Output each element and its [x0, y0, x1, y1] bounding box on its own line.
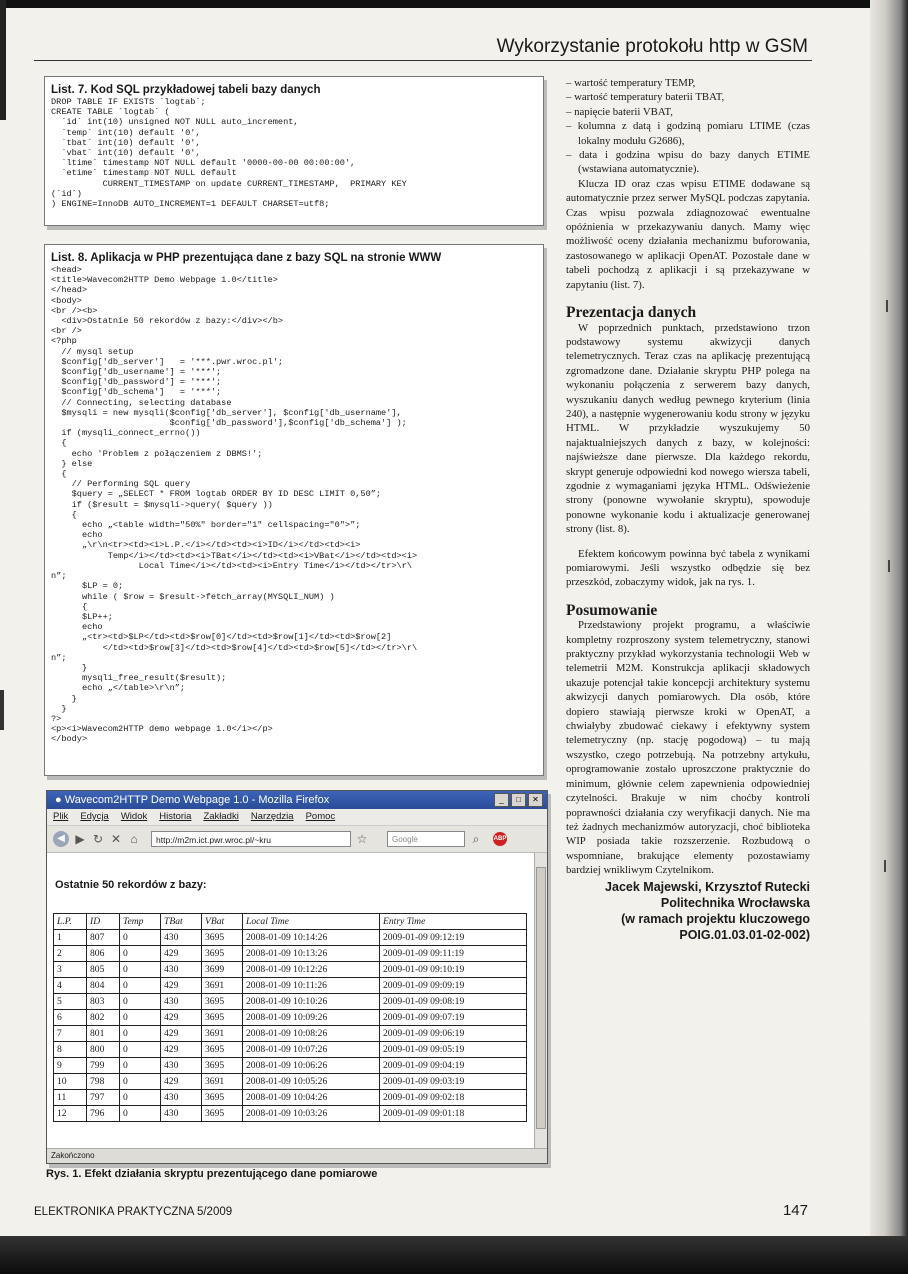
listing-8 [44, 244, 544, 776]
table-cell: 5 [54, 994, 87, 1010]
table-cell: 3691 [202, 1074, 243, 1090]
project-line: (w ramach projektu kluczowego [621, 911, 810, 926]
listing-7-title: List. 7. Kod SQL przykładowej tabeli bazy danych [51, 84, 321, 96]
table-cell: 3695 [202, 994, 243, 1010]
menu-item[interactable]: Plik [53, 811, 69, 822]
table-cell: 0 [120, 930, 161, 946]
close-button[interactable]: ✕ [528, 793, 543, 807]
table-cell: 0 [120, 1090, 161, 1106]
reload-icon[interactable]: ↻ [92, 832, 104, 846]
table-cell: 2008-01-09 10:12:26 [243, 962, 380, 978]
table-cell: 2008-01-09 10:05:26 [243, 1074, 380, 1090]
table-cell: 3691 [202, 1026, 243, 1042]
table-row [54, 1106, 527, 1122]
table-cell: 800 [87, 1042, 120, 1058]
table-header-cell: Temp [120, 914, 161, 930]
table-cell: 0 [120, 1058, 161, 1074]
table-cell: 0 [120, 1042, 161, 1058]
listing-7 [44, 76, 544, 226]
home-icon[interactable]: ⌂ [130, 832, 138, 846]
table-cell: 8 [54, 1042, 87, 1058]
table-cell: 2009-01-09 09:11:19 [380, 946, 527, 962]
table-header-cell: L.P. [54, 914, 87, 930]
table-cell: 11 [54, 1090, 87, 1106]
table-cell: 3695 [202, 946, 243, 962]
table-row [54, 1090, 527, 1106]
table-row [54, 962, 527, 978]
table-cell: 2008-01-09 10:14:26 [243, 930, 380, 946]
table-cell: 799 [87, 1058, 120, 1074]
table-header-cell: Local Time [243, 914, 380, 930]
table-cell: 802 [87, 1010, 120, 1026]
table-cell: 2008-01-09 10:08:26 [243, 1026, 380, 1042]
table-header-cell: VBat [202, 914, 243, 930]
table-row [54, 978, 527, 994]
table-cell: 805 [87, 962, 120, 978]
table-row [54, 946, 527, 962]
table-cell: 2009-01-09 09:08:19 [380, 994, 527, 1010]
table-cell: 0 [120, 1026, 161, 1042]
table-cell: 0 [120, 946, 161, 962]
table-header-cell: ID [87, 914, 120, 930]
table-cell: 429 [161, 978, 202, 994]
table-cell: 6 [54, 1010, 87, 1026]
header-rule [34, 60, 812, 61]
table-row [54, 1026, 527, 1042]
table-cell: 429 [161, 1010, 202, 1026]
table-cell: 798 [87, 1074, 120, 1090]
table-cell: 3695 [202, 1010, 243, 1026]
menu-item[interactable]: Pomoc [305, 811, 336, 822]
table-cell: 796 [87, 1106, 120, 1122]
running-head: Wykorzystanie protokołu http w GSM [496, 36, 808, 57]
page-number: 147 [782, 1202, 808, 1219]
table-cell: 797 [87, 1090, 120, 1106]
table-cell: 429 [161, 1074, 202, 1090]
paragraph-prezentacja-1: W poprzednich punktach, przedstawiono trzon podstawowy systemu akwizycji danych telemetrycznych. Teraz czas na aplikację prezentującą zgromadzone dane. Działanie skryptu PHP polega na wykonaniu połączenia z serwerem bazy danych, wyszukaniu danych według pewnego kryterium (linia 240), a następnie wygenerowaniu kodu strony w języku HTML. W przykładzie wyszukujemy 50 najaktualniejszych danych z bazy, w kolejności: najświeższe dane pierwsze. Dla każdego rekordu, skrypt generuje odpowiedni kod nowego wiersza tabeli, zgodnie z wymaganiami języka HTML. Odświeżenie strony (ponowne wywołanie skryptu), spowoduje ponowne wykonanie kodu i aktualizacje generowanej strony (list. 8). [566, 321, 810, 536]
paragraph-prezentacja-2: Efektem końcowym powinna być tabela z wynikami pomiarowymi. Jeśli wszystko odbędzie się bez przeszkód, zobaczymy widok, jak na rys. 1. [566, 547, 810, 589]
table-row [54, 1010, 527, 1026]
bullet-item: – napięcie baterii VBAT, [566, 105, 673, 118]
paragraph-id: Klucza ID oraz czas wpisu ETIME dodawane są automatycznie przez serwer MySQL podczas zapytania. Czas wpisu pozwala zdiagnozować ewentualne opóźnienia w przekazywaniu danych. Mamy więc możliwość oceny działania mechanizmu buforowania, zastosowanego w aplikacji OpenAT. Pozostałe dane w tabeli pochodzą z aplikacji i są przekazywane w zapytaniu (list. 7). [566, 177, 810, 291]
browser-titlebar [47, 791, 547, 809]
table-cell: 803 [87, 994, 120, 1010]
table-cell: 429 [161, 946, 202, 962]
listing-8-code: <head> <title>Wavecom2HTTP Demo Webpage 1.0</title> </head> <body> <br /><b> <div>Ostatnie 50 rekordów z bazy:</div></b> <br /> <?php // mysql setup $config['db_server'] = '***.pwr.wroc.pl'; $config['db_username'] = '***'; $config['db_password'] = '***'; $config['db_schema'] = '***'; // Connecting, selecting database $mysqli = new mysqli($config['db_server'], $config['db_username'], $config['db_password'],$config['db_schema'] ); if (mysqli_connect_errno()) { echo 'Problem z połączeniem z DBMS!'; } else { // Performing SQL query $query = „SELECT * FROM logtab ORDER BY ID DESC LIMIT 0,50”; if ($result = $mysqli->query( $query )) { echo „<table width="50%" border="1" cellspacing="0">”; echo „\r\n<tr><td><i>L.P.</i></td><td><i>ID</i></td><td><i> Temp</i></td><td><i>TBat</i></td><td><i>VBat</i></td><td><i> Local Time</i></td><td><i>Entry Time</i></td></tr>\r\ n”; $LP = 0; while ( $row = $result->fetch_array(MYSQLI_NUM) ) { $LP++; echo „<tr><td>$LP</td><td>$row[0]</td><td>$row[1]</td><td>$row[2] </td><td>$row[3]</td><td>$row[4]</td><td>$row[5]</td></tr>\r\ n”; } mysqli_free_result($result); echo „</table>\r\n”; } } ?> <p><i>Wavecom2HTTP demo webpage 1.0</i></p> </body> [51, 265, 418, 745]
scan-bottom-edge [0, 1236, 908, 1274]
bullet-item: – data i godzina wpisu do bazy danych ETIME (wstawiana automatycznie). [566, 149, 810, 176]
table-cell: 7 [54, 1026, 87, 1042]
table-cell: 0 [120, 978, 161, 994]
table-row [54, 1042, 527, 1058]
table-cell: 3691 [202, 978, 243, 994]
institution: Politechnika Wrocławska [660, 895, 810, 910]
table-cell: 10 [54, 1074, 87, 1090]
table-header-cell: Entry Time [380, 914, 527, 930]
table-cell: 1 [54, 930, 87, 946]
figure-caption: Rys. 1. Efekt działania skryptu prezentującego dane pomiarowe [46, 1168, 378, 1180]
listing-7-code: DROP TABLE IF EXISTS `logtab`; CREATE TABLE `logtab` ( `id` int(10) unsigned NOT NULL auto_increment, `temp` int(10) default '0', `tbat` int(10) default '0', `vbat` int(10) default '0', `ltime` timestamp NOT NULL default '0000-00-00 00:00:00', `etime` timestamp NOT NULL default CURRENT_TIMESTAMP on update CURRENT_TIMESTAMP, PRIMARY KEY (`id`) ) ENGINE=InnoDB AUTO_INCREMENT=1 DEFAULT CHARSET=utf8; [51, 97, 407, 210]
menu-item[interactable]: Zakładki [203, 811, 239, 822]
table-cell: 2009-01-09 09:01:18 [380, 1106, 527, 1122]
table-cell: 9 [54, 1058, 87, 1074]
menu-item[interactable]: Edycja [80, 811, 109, 822]
table-cell: 430 [161, 1090, 202, 1106]
menu-item[interactable]: Historia [159, 811, 192, 822]
data-table [53, 913, 527, 1122]
table-cell: 429 [161, 1042, 202, 1058]
bullet-item: – kolumna z datą i godziną pomiaru LTIME (czas lokalny modułu G2686), [566, 120, 810, 147]
maximize-button[interactable]: □ [511, 793, 526, 807]
table-cell: 3 [54, 962, 87, 978]
table-row [54, 994, 527, 1010]
table-row [54, 1058, 527, 1074]
table-cell: 0 [120, 1074, 161, 1090]
paragraph-posumowanie: Przedstawiony projekt programu, a właściwie kompletny rozproszony system telemetryczny, stanowi praktyczny przykład wykorzystania technologii Web w telemetrii M2M. Konstrukcja aplikacji składowych ukazuje potencjał takie koncepcji architektury systemu akwizycji danych pomiarowych. Dla osób, które dopiero stawiają pierwsze kroki w OpenAT, a chwiałyby zbudować ciekawy i efektywny system telemetryczny (np. stację pogodową) – tu mają wszystko, czego potrzebują. Na potrzebny artykułu, oprogramowanie zostało uproszczone praktycznie do minimum, głównie celem zapewnienia odpowiedniej czytelności. Brakuje w nim choćby kontroli poprawności działania czy weryfikacji danych. Nie ma też żadnych mechanizmów autoryzacji, choć biblioteka WIP posiada takie rozszerzenie. Rozbudową o wspomniane, brakujące elementy pozostawiamy bardziej wnikliwym Czytelnikom. [566, 619, 810, 877]
listing-8-title: List. 8. Aplikacja w PHP prezentująca dane z bazy SQL na stronie WWW [51, 252, 442, 264]
scan-left-edge [0, 0, 6, 120]
firefox-icon: ● [55, 794, 62, 806]
page-content [47, 853, 535, 1149]
journal-footer: ELEKTRONIKA PRAKTYCZNA 5/2009 [34, 1206, 233, 1218]
table-cell: 430 [161, 1106, 202, 1122]
bullet-list [566, 76, 810, 177]
table-cell: 2009-01-09 09:03:19 [380, 1074, 527, 1090]
table-cell: 804 [87, 978, 120, 994]
forward-arrow-icon[interactable]: ▶ [75, 832, 85, 846]
scan-left-edge-mark [0, 690, 4, 730]
table-cell: 2009-01-09 09:07:19 [380, 1010, 527, 1026]
table-cell: 429 [161, 1026, 202, 1042]
bullet-item: – wartość temperatury baterii TBAT, [566, 91, 725, 104]
table-body [54, 930, 527, 1122]
table-cell: 430 [161, 930, 202, 946]
table-cell: 2009-01-09 09:04:19 [380, 1058, 527, 1074]
table-cell: 2008-01-09 10:03:26 [243, 1106, 380, 1122]
status-bar [47, 1148, 547, 1163]
table-cell: 3695 [202, 1042, 243, 1058]
back-arrow-icon[interactable]: ◀ [53, 831, 69, 847]
scan-top-edge [0, 0, 908, 8]
table-cell: 4 [54, 978, 87, 994]
table-cell: 2009-01-09 09:09:19 [380, 978, 527, 994]
browser-menubar [47, 809, 547, 826]
table-cell: 2008-01-09 10:13:26 [243, 946, 380, 962]
project-code: POIG.01.03.01-02-002) [679, 927, 810, 942]
heading-posumowanie: Posumowanie [566, 601, 658, 619]
table-header-cell: TBat [161, 914, 202, 930]
binding-spine [870, 0, 908, 1274]
table-cell: 2009-01-09 09:05:19 [380, 1042, 527, 1058]
heading-prezentacja: Prezentacja danych [566, 304, 697, 322]
bookmark-star-icon[interactable]: ☆ [356, 832, 368, 846]
adblock-icon[interactable]: ABP [493, 832, 507, 846]
table-cell: 2008-01-09 10:07:26 [243, 1042, 380, 1058]
status-text: Zakończono [51, 1151, 95, 1160]
table-cell: 0 [120, 1106, 161, 1122]
table-row [54, 1074, 527, 1090]
table-cell: 0 [120, 1010, 161, 1026]
table-cell: 3699 [202, 962, 243, 978]
table-cell: 2008-01-09 10:11:26 [243, 978, 380, 994]
table-cell: 2009-01-09 09:12:19 [380, 930, 527, 946]
table-cell: 3695 [202, 1090, 243, 1106]
spine-mark [884, 860, 886, 872]
search-input[interactable]: Google [387, 831, 465, 847]
spine-mark [888, 560, 890, 572]
table-cell: 2009-01-09 09:06:19 [380, 1026, 527, 1042]
table-cell: 430 [161, 994, 202, 1010]
table-cell: 2008-01-09 10:09:26 [243, 1010, 380, 1026]
table-cell: 430 [161, 1058, 202, 1074]
table-cell: 2 [54, 946, 87, 962]
table-row [54, 930, 527, 946]
minimize-button[interactable]: _ [494, 793, 509, 807]
table-cell: 2008-01-09 10:06:26 [243, 1058, 380, 1074]
right-column [566, 76, 810, 943]
table-cell: 2008-01-09 10:04:26 [243, 1090, 380, 1106]
menu-item[interactable]: Widok [120, 811, 148, 822]
table-cell: 2008-01-09 10:10:26 [243, 994, 380, 1010]
table-cell: 806 [87, 946, 120, 962]
table-cell: 12 [54, 1106, 87, 1122]
search-icon[interactable]: ⌕ [472, 831, 480, 846]
stop-icon[interactable]: ✕ [110, 832, 122, 846]
table-cell: 807 [87, 930, 120, 946]
page-heading: Ostatnie 50 rekordów z bazy: [55, 879, 207, 891]
table-cell: 3695 [202, 930, 243, 946]
table-cell: 801 [87, 1026, 120, 1042]
browser-screenshot [46, 790, 548, 1164]
scrollbar-thumb[interactable] [536, 867, 546, 1129]
spine-mark [886, 300, 888, 312]
table-cell: 2009-01-09 09:10:19 [380, 962, 527, 978]
window-title: Wavecom2HTTP Demo Webpage 1.0 - Mozilla Firefox [64, 794, 330, 806]
table-cell: 430 [161, 962, 202, 978]
menu-item[interactable]: Narzędzia [250, 811, 294, 822]
table-header-row [54, 914, 527, 930]
vertical-scrollbar[interactable] [534, 853, 547, 1149]
bullet-item: – wartość temperatury TEMP, [566, 77, 696, 89]
table-cell: 0 [120, 962, 161, 978]
authors: Jacek Majewski, Krzysztof Rutecki [605, 879, 810, 894]
table-cell: 3695 [202, 1106, 243, 1122]
browser-toolbar [47, 826, 547, 853]
table-cell: 3695 [202, 1058, 243, 1074]
address-bar[interactable]: http://m2m.ict.pwr.wroc.pl/~kru [151, 831, 351, 847]
table-cell: 0 [120, 994, 161, 1010]
table-cell: 2009-01-09 09:02:18 [380, 1090, 527, 1106]
